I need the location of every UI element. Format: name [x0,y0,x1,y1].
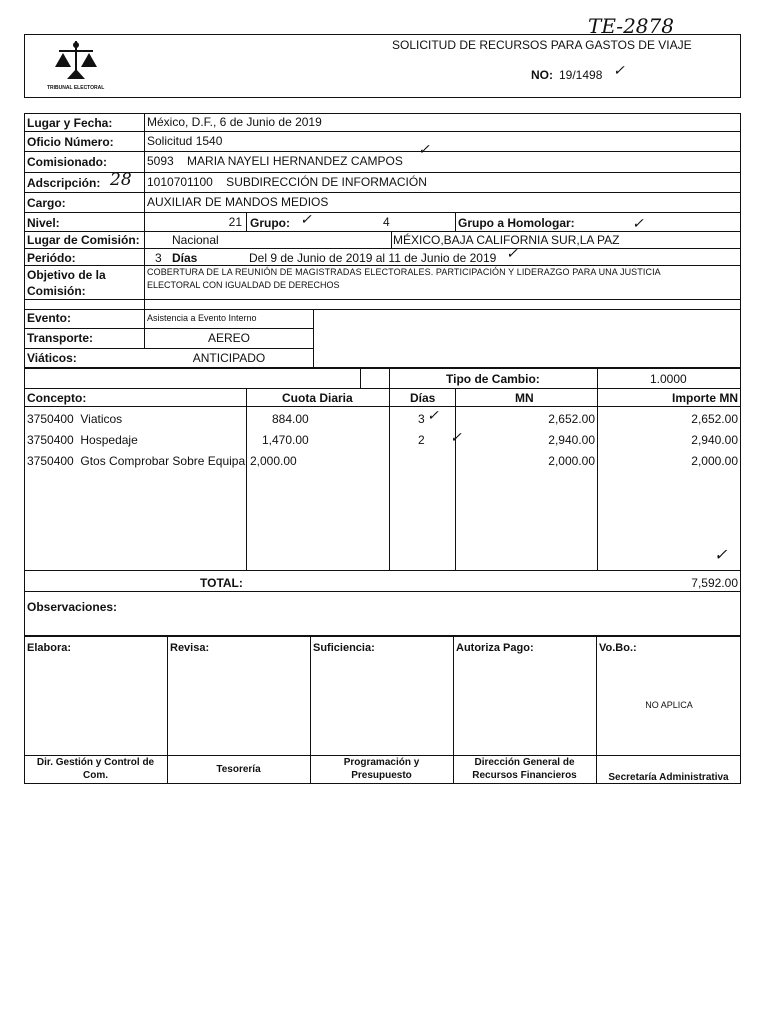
sig-vobo-label: Vo.Bo.: [599,642,637,654]
evento-value: Asistencia a Evento Interno [147,313,257,323]
cargo-label: Cargo: [27,196,66,210]
grupo-label: Grupo: [250,216,290,230]
handwritten-reference: TE-2878 [588,14,674,38]
table-row-concepto: 3750400 Gtos Comprobar Sobre Equipa [27,454,246,468]
tipo-cambio-label: Tipo de Cambio: [446,372,540,386]
evento-label: Evento: [27,311,72,325]
check-mark: ✓ [418,142,430,158]
header-cuota: Cuota Diaria [282,391,353,405]
lugar-comision-tipo: Nacional [172,233,219,247]
cargo-value: AUXILIAR DE MANDOS MEDIOS [147,195,329,209]
periodo-value: Del 9 de Junio de 2019 al 11 de Junio de 2019 [249,251,497,265]
observaciones-label: Observaciones: [27,600,118,614]
adscripcion-label: Adscripción: [27,176,101,190]
nivel-value: 21 [228,215,242,229]
form-title: SOLICITUD DE RECURSOS PARA GASTOS DE VIAJE [392,38,692,52]
dept-direccion-line2: Recursos Financieros [472,770,577,781]
header-box [24,34,741,98]
header-concepto: Concepto: [27,391,87,405]
transporte-label: Transporte: [27,331,94,345]
objetivo-label-2: Comisión: [27,284,86,298]
check-mark: ✓ [714,545,728,564]
observaciones-box [24,591,741,636]
table-row-mn: 2,940.00 [548,433,595,447]
dept-tesoreria: Tesorería [216,764,261,775]
table-row-concepto: 3750400 Viaticos [27,412,123,426]
table-row-cuota: 1,470.00 [262,433,309,447]
dept-programacion-line2: Presupuesto [351,770,412,781]
grupo-value: 4 [383,215,390,229]
table-row-mn: 2,652.00 [548,412,595,426]
check-mark: ✓ [450,430,462,446]
periodo-label: Periódo: [27,251,76,265]
adscripcion-value: 1010701100 SUBDIRECCIÓN DE INFORMACIÓN [147,175,427,189]
dept-gestion-line1: Dir. Gestión y Control de [36,757,155,768]
sig-autoriza-label: Autoriza Pago: [456,642,534,654]
sig-suficiencia-label: Suficiencia: [313,642,375,654]
header-dias: Días [410,391,436,405]
tipo-cambio-value: 1.0000 [650,372,687,386]
seal-logo [51,39,101,83]
check-mark: ✓ [613,63,625,79]
header-mn: MN [515,391,534,405]
table-row-concepto: 3750400 Hospedaje [27,433,138,447]
nivel-label: Nivel: [27,216,60,230]
oficio-label: Oficio Número: [27,135,114,149]
table-row-mn: 2,000.00 [548,454,595,468]
objetivo-value-1: COBERTURA DE LA REUNIÓN DE MAGISTRADAS ELECTORALES. PARTICIPACIÓN Y LIDERAZGO PARA UNA JUSTICIA [147,267,661,277]
periodo-dias-label: Días [172,251,198,265]
table-row-dias: 3 [418,412,425,426]
lugar-fecha-value: México, D.F., 6 de Junio de 2019 [147,115,322,129]
dept-gestion-line2: Com. [83,770,108,781]
table-row-importe: 2,652.00 [691,412,738,426]
no-aplica-text: NO APLICA [645,700,693,710]
comisionado-label: Comisionado: [27,155,107,169]
table-row-importe: 2,000.00 [691,454,738,468]
sig-revisa-label: Revisa: [170,642,210,654]
check-mark: ✓ [300,212,312,228]
lugar-comision-value: MÉXICO,BAJA CALIFORNIA SUR,LA PAZ [393,233,620,247]
oficio-value: Solicitud 1540 [147,134,223,148]
total-label: TOTAL: [200,576,243,590]
transporte-value: AEREO [207,331,250,345]
adscripcion-handwritten: 28 [110,170,132,190]
table-row-cuota: 2,000.00 [250,454,297,468]
comisionado-value: 5093 MARIA NAYELI HERNANDEZ CAMPOS [147,154,403,168]
table-row-cuota: 884.00 [272,412,309,426]
no-label: NO: [531,68,553,82]
sig-elabora-label: Elabora: [27,642,72,654]
grupo-homologar-label: Grupo a Homologar: [458,216,575,230]
objetivo-value-2: ELECTORAL CON IGUALDAD DE DERECHOS [147,280,340,290]
table-row-dias: 2 [418,433,425,447]
viaticos-label: Viáticos: [27,351,77,365]
header-importe: Importe MN [672,391,738,405]
viaticos-value: ANTICIPADO [192,351,266,365]
no-value: 19/1498 [559,68,603,82]
objetivo-label-1: Objetivo de la [27,268,106,282]
lugar-comision-label: Lugar de Comisión: [27,233,140,247]
check-mark: ✓ [506,246,518,262]
seal-text: TRIBUNAL ELECTORAL [47,85,105,91]
lugar-fecha-label: Lugar y Fecha: [27,116,113,130]
dept-programacion-line1: Programación y [343,757,420,768]
check-mark: ✓ [632,216,644,232]
table-row-importe: 2,940.00 [691,433,738,447]
periodo-dias-num: 3 [155,251,162,265]
dept-secretaria: Secretaría Administrativa [608,772,729,783]
dept-direccion-line1: Dirección General de [474,757,575,768]
check-mark: ✓ [427,408,439,424]
total-value: 7,592.00 [691,576,738,590]
